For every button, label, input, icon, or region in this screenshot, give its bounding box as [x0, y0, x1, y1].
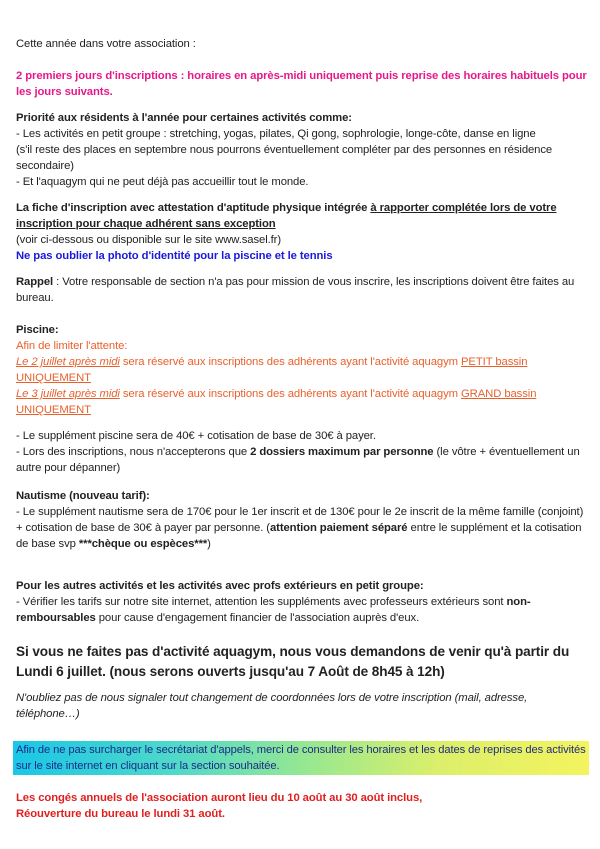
highlight-box-text: Afin de ne pas surcharger le secrétariat d'appels, merci de consulter les horaires et les dates de reprises des activités sur le site internet en cliquant sur la section souhaitée.	[16, 744, 586, 772]
nautisme-text-b: attention paiement séparé	[269, 522, 408, 534]
piscine-dossiers-c: (le vôtre + éventuellement un autre pour dépanner)	[16, 446, 580, 474]
piscine-dossiers-b: 2 dossiers maximum par personne	[250, 446, 434, 458]
piscine-dossiers	[16, 444, 588, 476]
photo-notice: Ne pas oublier la photo d'identité pour la piscine et le tennis	[16, 250, 333, 262]
piscine-title: Piscine:	[16, 324, 59, 336]
nautisme-text-d: ***chèque ou espèces***	[78, 538, 208, 550]
piscine-day-1-group: PETIT bassin UNIQUEMENT	[16, 356, 528, 384]
autres-text-b: non-remboursables	[16, 596, 531, 624]
conges-section	[16, 790, 588, 822]
pink-notice: 2 premiers jours d'inscriptions : horaires en après-midi uniquement puis reprise des horaires habituels pour les jours suivants.	[16, 70, 587, 98]
autres-text	[16, 594, 588, 626]
nautisme-text-e: )	[207, 538, 211, 550]
priority-section	[16, 110, 588, 190]
autres-title: Pour les autres activités et les activités avec profs extérieurs en petit groupe:	[16, 580, 424, 592]
piscine-section	[16, 322, 588, 418]
form-bold: La fiche d'inscription avec attestation d'aptitude physique intégrée	[16, 202, 368, 214]
form-note: (voir ci-dessous ou disponible sur le site www.sasel.fr)	[16, 234, 282, 246]
form-underlined: à rapporter complétée lors de votre inscription pour chaque adhérent sans exception	[16, 202, 557, 230]
aquagym-notice: Si vous ne faites pas d'activité aquagym, nous vous demandons de venir qu'à partir du Lundi 6 juillet. (nous serons ouverts jusqu'au 7 Août de 8h45 à 12h)	[16, 644, 570, 679]
form-section	[16, 200, 588, 264]
conges-line-2: Réouverture du bureau le lundi 31 août.	[16, 808, 225, 820]
nautisme-text-c: entre le supplément et la cotisation de base svp	[16, 522, 582, 550]
priority-line-3: - Et l'aquagym qui ne peut déjà pas accueillir tout le monde.	[16, 176, 309, 188]
priority-line-2: (s'il reste des places en septembre nous pourrons éventuellement compléter par des personnes en résidence secondaire)	[16, 144, 553, 172]
nautisme-title: Nautisme (nouveau tarif):	[16, 490, 150, 502]
piscine-day-2-group: GRAND bassin UNIQUEMENT	[16, 388, 537, 416]
nautisme-text-a: - Le supplément nautisme sera de 170€ pour le 1er inscrit et de 130€ pour le 2e inscrit de la même famille (conjoint) + cotisation de base de 30€ à payer par personne. (	[16, 506, 584, 534]
piscine-day-1	[16, 354, 588, 386]
form-instruction	[16, 200, 588, 232]
rappel-label: Rappel	[16, 276, 54, 288]
rappel-section	[16, 274, 588, 306]
priority-title: Priorité aux résidents à l'année pour certaines activités comme:	[16, 112, 352, 124]
piscine-day-2	[16, 386, 588, 418]
autres-section	[16, 578, 588, 626]
priority-line-1: - Les activités en petit groupe : stretching, yogas, pilates, Qi gong, sophrologie, longe-côte, danse en ligne	[16, 128, 536, 140]
piscine-supplement: - Le supplément piscine sera de 40€ + cotisation de base de 30€ à payer.	[16, 430, 376, 442]
piscine-dossiers-a: - Lors des inscriptions, nous n'accepterons que	[16, 446, 251, 458]
nautisme-section	[16, 488, 588, 552]
piscine-day-1-text: sera réservé aux inscriptions des adhérents ayant l'activité aquagym	[119, 356, 461, 368]
intro-text: Cette année dans votre association :	[16, 38, 196, 50]
rappel-text: : Votre responsable de section n'a pas pour mission de vous inscrire, les inscriptions doivent être faites au bureau.	[16, 276, 575, 304]
piscine-intro: Afin de limiter l'attente:	[16, 340, 128, 352]
autres-text-c: pour cause d'engagement financier de l'association auprès d'eux.	[95, 612, 420, 624]
nautisme-text	[16, 504, 588, 552]
change-notice: N'oubliez pas de nous signaler tout changement de coordonnées lors de votre inscription (mail, adresse, téléphone…)	[16, 692, 528, 720]
piscine-details	[16, 428, 588, 476]
conges-line-1: Les congés annuels de l'association auront lieu du 10 août au 30 août inclus,	[16, 792, 423, 804]
piscine-day-2-text: sera réservé aux inscriptions des adhérents ayant l'activité aquagym	[119, 388, 461, 400]
piscine-day-2-date: Le 3 juillet après midi	[16, 388, 120, 400]
autres-text-a: - Vérifier les tarifs sur notre site internet, attention les suppléments avec professeurs extérieurs sont	[16, 596, 507, 608]
piscine-day-1-date: Le 2 juillet après midi	[16, 356, 120, 368]
